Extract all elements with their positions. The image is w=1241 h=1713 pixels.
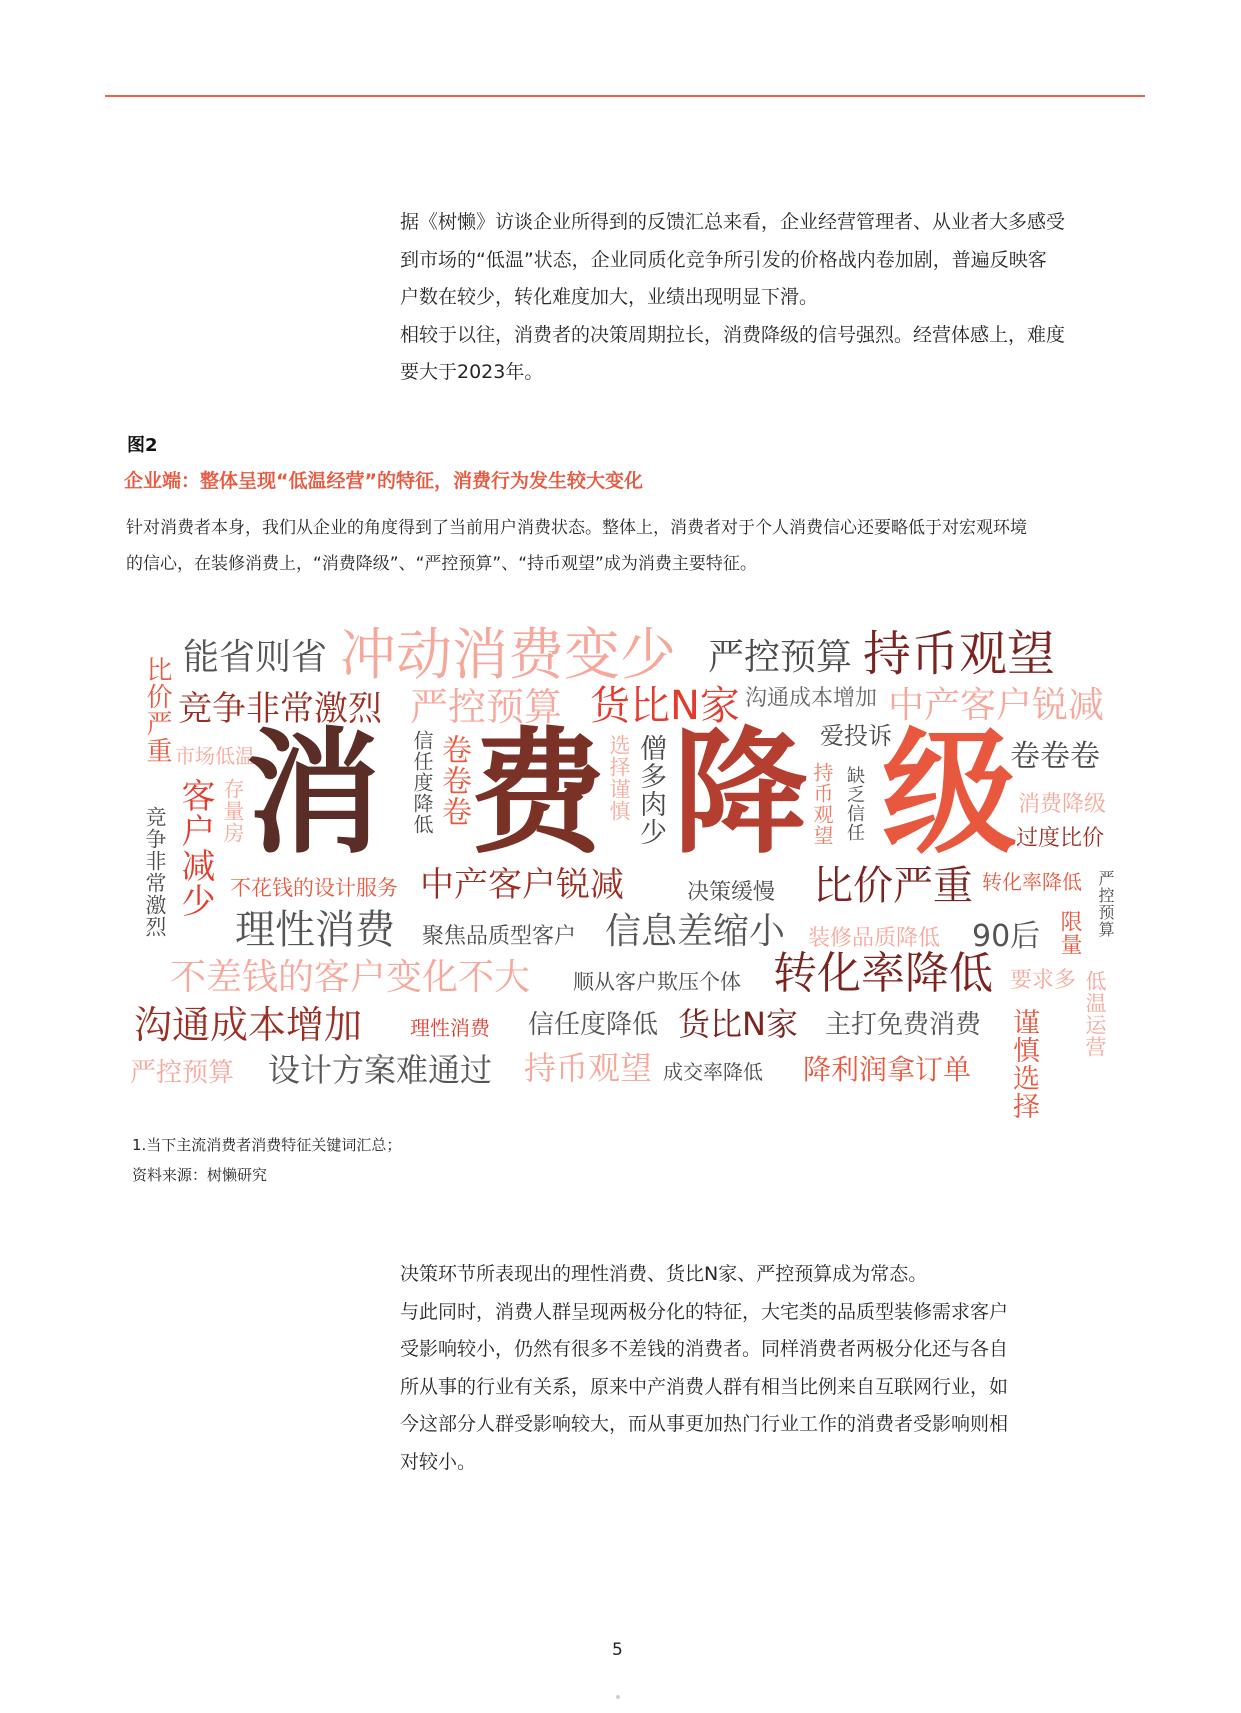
wordcloud-keyword: 比价严重 [142,656,172,764]
wordcloud-keyword: 顺从客户欺压个体 [573,970,741,994]
wordcloud-keyword: 费 [470,715,605,872]
paragraph-line: 受影响较小，仍然有很多不差钱的消费者。同样消费者两极分化还与各自 [400,1338,1009,1360]
paragraph-line: 决策环节所表现出的理性消费、货比N家、严控预算成为常态。 [400,1263,928,1285]
wordcloud-keyword: 谨慎选择 [1008,1008,1039,1120]
wordcloud-keyword: 持币观望 [524,1049,653,1087]
paragraph-line: 要大于2023年。 [400,361,544,383]
footer-dot [616,1695,620,1699]
wordcloud-keyword: 持币观望 [863,626,1056,682]
wordcloud-keyword: 僧多肉少 [635,734,666,846]
paragraph-line: 户数在较少，转化难度加大，业绩出现明显下滑。 [400,286,819,308]
wordcloud-keyword: 中产客户锐减 [420,865,624,905]
paragraph-1 [400,204,1065,392]
intro-line: 的信心，在装修消费上，“消费降级”、“严控预算”、“持币观望”成为消费主要特征。 [126,554,757,574]
wordcloud-keyword: 沟通成本增加 [745,686,878,711]
paragraph-line: 今这部分人群受影响较大，而从事更加热门行业工作的消费者受影响则相 [400,1413,1009,1435]
wordcloud-keyword: 货比N家 [678,1005,798,1043]
wordcloud-keyword: 决策缓慢 [687,880,776,905]
wordcloud-keyword: 降 [673,715,808,872]
wordcloud-keyword: 转化率降低 [773,948,993,999]
wordcloud-keyword: 不差钱的客户变化不大 [170,957,531,998]
figure-title: 企业端：整体呈现“低温经营”的特征，消费行为发生较大变化 [124,470,643,492]
wordcloud-keyword: 要求多 [1010,968,1077,993]
wordcloud-keyword: 持币观望 [810,762,834,846]
paragraph-line: 相较于以往，消费者的决策周期拉长，消费降级的信号强烈。经营体感上，难度 [400,323,1066,346]
paragraph-line: 据《树懒》访谈企业所得到的反馈汇总来看，企业经营管理者、从业者大多感受 [400,211,1066,233]
wordcloud-keyword: 严控预算 [1096,870,1115,938]
wordcloud-keyword: 能省则省 [183,637,328,678]
wordcloud-keyword: 理性消费 [410,1016,490,1040]
wordcloud-keyword: 主打免费消费 [825,1010,982,1040]
wordcloud-keyword: 严控预算 [410,685,563,729]
wordcloud-keyword: 理性消费 [235,907,395,953]
paragraph-line: 所从事的行业有关系，原来中产消费人群有相当比例来自互联网行业，如 [400,1375,1009,1398]
wordcloud-keyword: 货比N家 [590,683,740,729]
wordcloud-keyword: 卷卷卷 [1010,739,1100,774]
paragraph-line: 与此同时，消费人群呈现两极分化的特征，大宅类的品质型装修需求客户 [400,1300,1009,1323]
wordcloud-keyword: 信息差缩小 [605,911,786,952]
wordcloud-keyword: 比价严重 [813,863,973,909]
wordcloud-keyword: 低温运营 [1083,970,1107,1058]
figure-note: 1.当下主流消费者消费特征关键词汇总； [132,1136,402,1154]
wordcloud-keyword: 限量 [1057,910,1082,956]
wordcloud-keyword: 严控预算 [130,1058,235,1088]
wordcloud-keyword: 冲动消费变少 [340,623,676,688]
wordcloud-keyword: 严控预算 [708,637,853,678]
wordcloud-keyword: 消 [246,715,381,872]
wordcloud-keyword: 卷卷卷 [436,734,471,827]
intro-line: 针对消费者本身，我们从企业的角度得到了当前用户消费状态。整体上，消费者对于个人消费信心还要略低于对宏观环境 [126,518,1027,538]
figure-source: 资料来源：树懒研究 [132,1166,268,1184]
wordcloud-keyword: 转化率降低 [982,870,1082,894]
wordcloud-keyword: 信任度降低 [410,730,434,835]
wordcloud-keyword: 沟通成本增加 [134,1003,363,1047]
wordcloud-keyword: 级 [882,715,1017,872]
wordcloud-keyword: 爱投诉 [820,722,892,750]
wordcloud-keyword: 成交率降低 [663,1060,763,1084]
wordcloud-keyword: 降利润拿订单 [803,1053,972,1086]
wordcloud-keyword: 选择谨慎 [607,734,631,822]
paragraph-line: 到市场的“低温”状态，企业同质化竞争所引发的价格战内卷加剧，普遍反映客 [400,248,1047,271]
wordcloud-keyword: 信任度降低 [528,1010,659,1040]
figure-label: 图2 [127,435,158,456]
paragraph-line: 对较小。 [400,1450,477,1473]
wordcloud-keyword: 客户减少 [175,778,215,918]
wordcloud-keyword: 缺乏信任 [844,766,865,842]
keyword-word-cloud [130,610,1120,1120]
wordcloud-keyword: 消费降级 [1018,792,1107,817]
wordcloud-keyword: 存量房 [221,778,245,844]
page-number: 5 [612,1640,623,1660]
wordcloud-keyword: 聚焦品质型客户 [422,924,577,949]
wordcloud-keyword: 竞争非常激烈 [143,806,167,938]
wordcloud-keyword: 90后 [972,919,1041,954]
wordcloud-keyword: 中产客户锐减 [888,685,1105,726]
paragraph-2 [400,1256,1008,1481]
wordcloud-keyword: 不花钱的设计服务 [230,876,398,900]
wordcloud-keyword: 市场低温 [175,744,255,768]
header-rule [105,95,1145,97]
figure-intro [126,510,1027,582]
wordcloud-keyword: 过度比价 [1016,826,1105,851]
wordcloud-keyword: 装修品质降低 [808,926,941,951]
wordcloud-keyword: 竞争非常激烈 [178,689,382,729]
wordcloud-keyword: 设计方案难通过 [268,1051,493,1089]
